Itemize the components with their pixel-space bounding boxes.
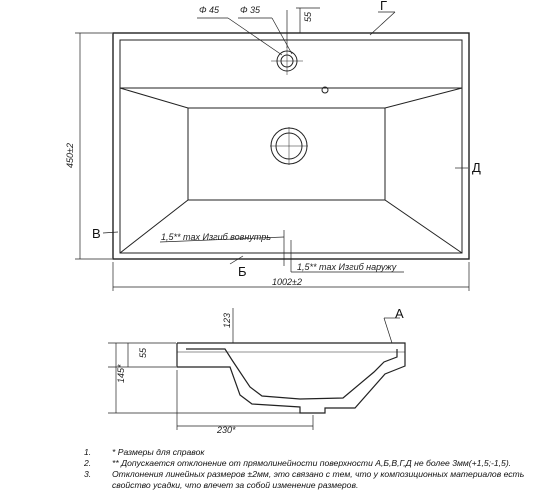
dim-height-450: 450±2 <box>65 143 75 168</box>
basin-inner-rim <box>120 40 462 253</box>
top-view-dimensions <box>75 8 469 291</box>
note-number: 1. <box>84 447 92 457</box>
bowl-bottom <box>188 108 385 200</box>
note-text: * Размеры для справок <box>112 447 205 457</box>
bowl-edge-top <box>120 88 462 108</box>
dim-side-55: 55 <box>138 347 148 358</box>
side-view-section <box>177 343 405 413</box>
dim-tap-offset-55: 55 <box>303 11 313 22</box>
note-item <box>84 447 554 458</box>
label-surface-v: В <box>92 226 101 241</box>
note-text: ** Допускается отклонение от прямолинейности поверхности А,Б,В,Г,Д не более 3мм(+1,5;-1,5). <box>112 458 512 468</box>
dim-side-123: 123 <box>222 312 232 328</box>
side-view-dimensions <box>108 308 400 430</box>
dim-side-230: 230* <box>217 425 236 435</box>
label-surface-b: Б <box>238 264 247 279</box>
bend-inward-note: 1,5** max Изгиб вовнутрь <box>161 232 271 242</box>
dim-diameter-35: Φ 35 <box>240 5 261 15</box>
note-number: 3. <box>84 469 92 479</box>
note-number: 2. <box>84 458 92 468</box>
label-surface-a: А <box>395 306 404 321</box>
note-text: Отклонения линейных размеров ±2мм, это связано с тем, что у композиционных материалов есть свойство усадки, что влечет за собой изменение размеров. <box>112 469 525 490</box>
top-view-basin <box>113 33 469 259</box>
note-item <box>84 458 554 469</box>
dim-width-1002: 1002±2 <box>272 277 302 287</box>
section-inner <box>186 349 397 399</box>
dim-side-145: 145* <box>116 364 126 383</box>
label-surface-d: Д <box>472 160 481 175</box>
dim-diameter-45: Φ 45 <box>199 5 220 15</box>
section-outer <box>177 343 405 413</box>
label-surface-g: Г <box>380 0 388 13</box>
note-item <box>84 469 554 491</box>
notes-list <box>84 447 554 491</box>
bend-outward-note: 1,5** max Изгиб наружу <box>297 262 397 272</box>
